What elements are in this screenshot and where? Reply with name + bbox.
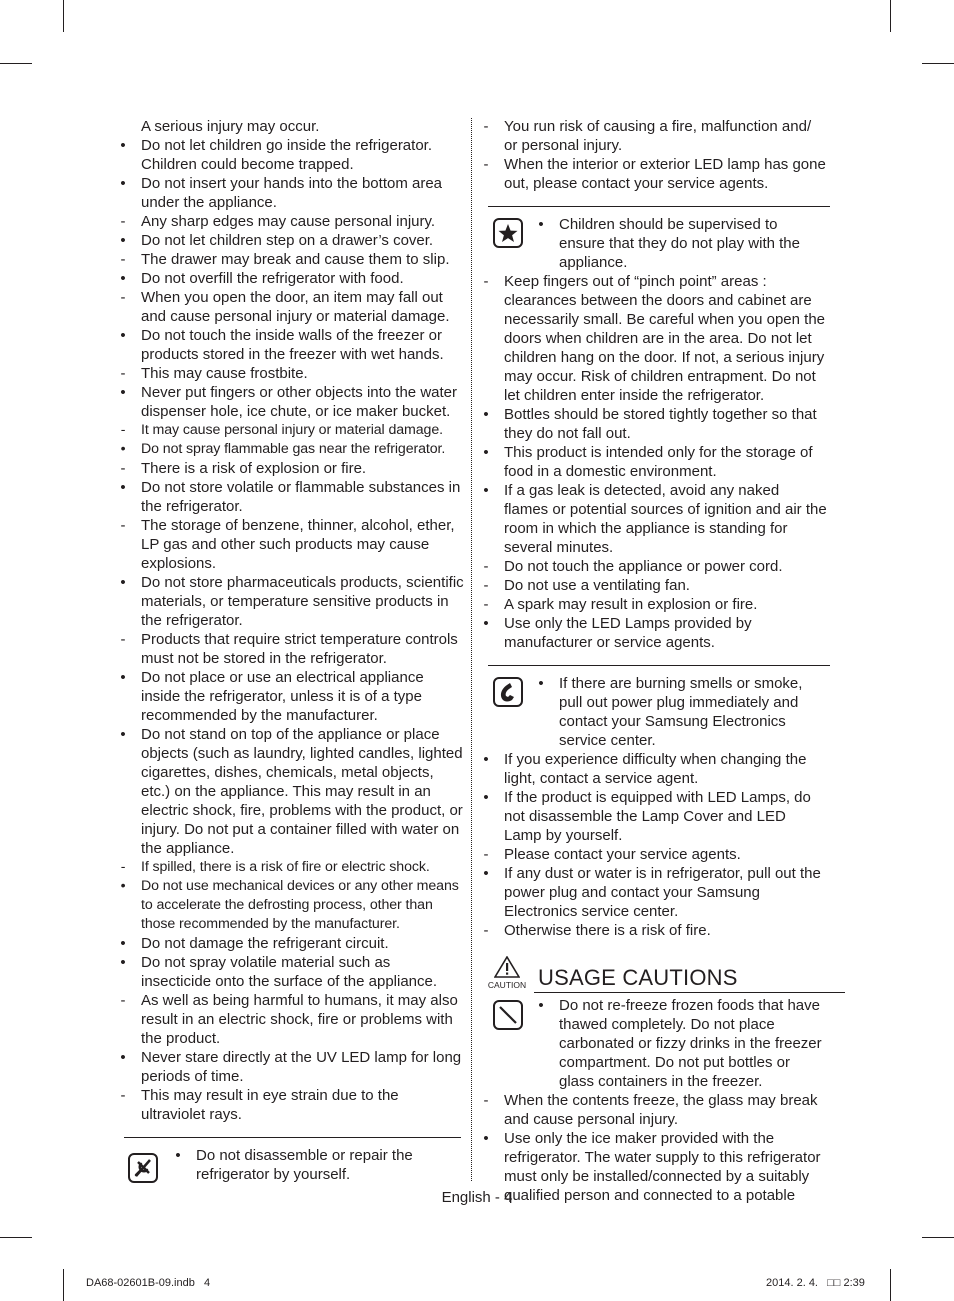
- dash-marker: -: [120, 859, 126, 875]
- bullet-item: [116, 174, 464, 212]
- dash-marker: -: [120, 1087, 126, 1104]
- item-text: When you open the door, an item may fall out and cause personal injury or material damage.: [141, 289, 450, 325]
- crop-mark: [890, 0, 891, 32]
- print-date: 2014. 2. 4. □□ 2:39: [766, 1277, 865, 1289]
- item-text: Do not stand on top of the appliance or place objects (such as laundry, lighted candles, lighted cigarettes, dishes, chemicals, metal objects, etc.) on the appliance. This may result in an electric shock, fire, problems with the product, or injury. Do not put a container filled with water on the appliance.: [141, 726, 463, 857]
- dash-item: [116, 364, 464, 383]
- bullet-marker: •: [120, 441, 126, 457]
- item-text: This may result in eye strain due to the ultraviolet rays.: [141, 1087, 399, 1123]
- item-text: You run risk of causing a fire, malfunction and/ or personal injury.: [504, 118, 812, 154]
- bullet-item: [479, 788, 827, 845]
- item-text: If a gas leak is detected, avoid any naked flames or potential sources of ignition and air the room in which the appliance is standing for several minutes.: [504, 482, 827, 556]
- dash-marker: -: [483, 273, 489, 290]
- usage-first-item: [534, 996, 827, 1091]
- dash-marker: -: [120, 992, 126, 1009]
- item-text: Keep fingers out of “pinch point” areas : clearances between the doors and cabinet are necessarily small. Be careful when you open the doors when children are in the area. Do not let children hang on the door. If not, a serious injury may occur. Risk of children entrapment. Do not let children enter inside the refrigerator.: [504, 273, 826, 404]
- bullet-item: [116, 231, 464, 250]
- item-text: Do not spray flammable gas near the refrigerator.: [141, 441, 446, 457]
- item-text: Do not store volatile or flammable substances in the refrigerator.: [141, 479, 461, 515]
- bullet-marker: •: [483, 406, 489, 423]
- bullet-item: [116, 668, 464, 725]
- bullet-item: [116, 953, 464, 991]
- item-text: Do not disassemble or repair the refrigerator by yourself.: [196, 1147, 413, 1183]
- dash-item: [116, 288, 464, 326]
- section-rule: [124, 1137, 461, 1138]
- item-text: Do not overfill the refrigerator with food.: [141, 270, 404, 287]
- item-text: Use only the LED Lamps provided by manufacturer or service agents.: [504, 615, 752, 651]
- dash-item: [116, 421, 464, 440]
- bullet-item: [116, 478, 464, 516]
- dash-marker: -: [120, 289, 126, 306]
- dash-marker: -: [483, 1092, 489, 1109]
- bullet-marker: •: [120, 175, 126, 192]
- right-column: [479, 117, 827, 1205]
- crop-mark: [63, 1269, 64, 1301]
- prohibited-box: [479, 996, 827, 1091]
- bullet-marker: •: [120, 878, 126, 894]
- dash-marker: -: [120, 517, 126, 534]
- item-text: Never stare directly at the UV LED lamp for long periods of time.: [141, 1049, 462, 1085]
- contact-service-list: [479, 750, 827, 940]
- bullet-marker: •: [483, 1130, 489, 1147]
- bullet-marker: •: [120, 935, 126, 952]
- dash-item: [479, 1091, 827, 1129]
- item-text: Never put fingers or other objects into the water dispenser hole, ice chute, or ice maker bucket.: [141, 384, 457, 420]
- bullet-marker: •: [483, 865, 489, 882]
- item-text: Do not store pharmaceuticals products, scientific materials, or temperature sensitive products in the refrigerator.: [141, 574, 464, 629]
- dash-marker: -: [483, 922, 489, 939]
- section-rule: [488, 665, 830, 666]
- item-text: Do not touch the appliance or power cord.: [504, 558, 783, 575]
- bullet-marker: •: [120, 574, 126, 591]
- item-text: A spark may result in explosion or fire.: [504, 596, 758, 613]
- crop-mark: [0, 1237, 32, 1238]
- item-text: If the product is equipped with LED Lamps, do not disassemble the Lamp Cover and LED Lamp by yourself.: [504, 789, 811, 844]
- important-first-item: [534, 215, 827, 272]
- no-disassembly-icon: [128, 1153, 158, 1183]
- item-text: Otherwise there is a risk of fire.: [504, 922, 711, 939]
- bullet-item: [479, 405, 827, 443]
- bullet-marker: •: [120, 232, 126, 249]
- important-box: [479, 215, 827, 272]
- bullet-item: [479, 614, 827, 652]
- bullet-item: [116, 573, 464, 630]
- bullet-marker: •: [120, 137, 126, 154]
- item-text: Do not use a ventilating fan.: [504, 577, 690, 594]
- dash-item: [116, 630, 464, 668]
- dash-marker: -: [483, 118, 489, 135]
- item-text: It may cause personal injury or material damage.: [141, 422, 443, 438]
- bullet-marker: •: [483, 444, 489, 461]
- item-text: This product is intended only for the storage of food in a domestic environment.: [504, 444, 813, 480]
- dash-marker: -: [483, 577, 489, 594]
- no-disassembly-box: [116, 1146, 464, 1184]
- item-text: Any sharp edges may cause personal injury.: [141, 213, 436, 230]
- item-text: Use only the ice maker provided with the refrigerator. The water supply to this refrigerator must only be installed/connected by a suitably qualified person and connected to a potable: [504, 1130, 821, 1204]
- bullet-marker: •: [120, 669, 126, 686]
- crop-mark: [922, 1237, 954, 1238]
- dash-marker: -: [120, 460, 126, 477]
- bullet-item: [171, 1146, 464, 1184]
- bullet-marker: •: [120, 384, 126, 401]
- warning-list: [116, 117, 464, 1124]
- item-text: The storage of benzene, thinner, alcohol, ether, LP gas and other such products may cause explosions.: [141, 517, 455, 572]
- no-disassembly-list: [171, 1146, 464, 1184]
- contact-service-phone-icon: [493, 677, 523, 707]
- column-divider: [471, 118, 472, 1181]
- item-text: Bottles should be stored tightly together so that they do not fall out.: [504, 406, 817, 442]
- important-star-icon: [493, 218, 523, 248]
- usage-cautions-header: [479, 956, 827, 990]
- item-text: If spilled, there is a risk of fire or electric shock.: [141, 859, 430, 875]
- bullet-item: [116, 725, 464, 858]
- item-text: Do not spray volatile material such as insecticide onto the surface of the appliance.: [141, 954, 438, 990]
- contact-service-first-item: [534, 674, 827, 750]
- bullet-marker: •: [538, 216, 544, 233]
- dash-item: [116, 858, 464, 877]
- bullet-marker: •: [175, 1147, 181, 1164]
- bullet-item: [479, 443, 827, 481]
- item-text: Do not damage the refrigerant circuit.: [141, 935, 389, 952]
- caution-triangle-icon: [485, 956, 529, 990]
- dash-item: [479, 155, 827, 193]
- item-text: Do not re-freeze frozen foods that have thawed completely. Do not place carbonated or fizzy drinks in the freezer compartment. Do not put bottles or glass containers in the freezer.: [559, 997, 822, 1090]
- bullet-marker: •: [120, 270, 126, 287]
- dash-item: [116, 991, 464, 1048]
- item-text: Do not insert your hands into the bottom area under the appliance.: [141, 175, 443, 211]
- item-text: Do not touch the inside walls of the freezer or products stored in the freezer with wet hands.: [141, 327, 444, 363]
- item-text: Children should be supervised to ensure that they do not play with the appliance.: [559, 216, 800, 271]
- dash-marker: -: [120, 213, 126, 230]
- warning-list-continued: [479, 117, 827, 193]
- bullet-marker: •: [120, 1049, 126, 1066]
- bullet-item: [116, 136, 464, 174]
- important-list: [479, 272, 827, 652]
- dash-item: [479, 921, 827, 940]
- bullet-item: [534, 996, 827, 1091]
- item-text: If you experience difficulty when changing the light, contact a service agent.: [504, 751, 807, 787]
- dash-item: [116, 459, 464, 478]
- dash-item: [479, 117, 827, 155]
- print-file-name: DA68-02601B-09.indb 4: [86, 1277, 211, 1289]
- bullet-marker: •: [483, 482, 489, 499]
- item-text: When the interior or exterior LED lamp has gone out, please contact your service agents.: [504, 156, 826, 192]
- bullet-item: [116, 269, 464, 288]
- dash-item: [479, 557, 827, 576]
- item-text: Do not place or use an electrical appliance inside the refrigerator, unless it is of a type recommended by the manufacturer.: [141, 669, 424, 724]
- bullet-marker: •: [120, 954, 126, 971]
- item-text: If there are burning smells or smoke, pull out power plug immediately and contact your Samsung Electronics service center.: [559, 675, 803, 749]
- item-text: This may cause frostbite.: [141, 365, 308, 382]
- bullet-item: [534, 215, 827, 272]
- left-column: [116, 117, 464, 1184]
- dash-marker: -: [483, 558, 489, 575]
- section-title: USAGE CAUTIONS: [538, 965, 738, 990]
- section-rule: [534, 992, 845, 993]
- item-text: If any dust or water is in refrigerator, pull out the power plug and contact your Samsung Electronics service center.: [504, 865, 821, 920]
- bullet-marker: •: [120, 327, 126, 344]
- bullet-item: [479, 750, 827, 788]
- caution-label: CAUTION: [487, 980, 527, 990]
- item-text: Do not let children go inside the refrigerator. Children could become trapped.: [141, 137, 432, 173]
- bullet-marker: •: [120, 479, 126, 496]
- bullet-item: [534, 674, 827, 750]
- item-text: The drawer may break and cause them to slip.: [141, 251, 450, 268]
- bullet-marker: •: [538, 675, 544, 692]
- usage-list: [479, 1091, 827, 1205]
- bullet-item: [116, 326, 464, 364]
- bullet-item: [116, 877, 464, 934]
- dash-marker: -: [120, 251, 126, 268]
- crop-mark: [922, 63, 954, 64]
- bullet-item: [116, 383, 464, 421]
- bullet-item: [479, 864, 827, 921]
- bullet-marker: •: [483, 789, 489, 806]
- page-number: English - 4: [441, 1189, 513, 1206]
- continued-text: [116, 117, 464, 136]
- item-text: There is a risk of explosion or fire.: [141, 460, 367, 477]
- item-text: When the contents freeze, the glass may break and cause personal injury.: [504, 1092, 818, 1128]
- bullet-marker: •: [483, 615, 489, 632]
- dash-marker: -: [120, 631, 126, 648]
- bullet-marker: •: [538, 997, 544, 1014]
- dash-marker: -: [120, 365, 126, 382]
- prohibited-icon: [493, 1000, 523, 1030]
- item-text: Do not let children step on a drawer’s cover.: [141, 232, 434, 249]
- dash-marker: -: [483, 846, 489, 863]
- item-text: Please contact your service agents.: [504, 846, 741, 863]
- dash-marker: -: [483, 596, 489, 613]
- item-text: Do not use mechanical devices or any other means to accelerate the defrosting process, other than those recommended by the manufacturer.: [141, 878, 459, 932]
- crop-mark: [63, 0, 64, 32]
- dash-marker: -: [483, 156, 489, 173]
- dash-item: [479, 595, 827, 614]
- section-rule: [488, 206, 830, 207]
- bullet-item: [479, 481, 827, 557]
- bullet-item: [116, 1048, 464, 1086]
- bullet-marker: •: [120, 726, 126, 743]
- dash-item: [116, 212, 464, 231]
- dash-item: [479, 845, 827, 864]
- item-text: Products that require strict temperature controls must not be stored in the refrigerator.: [141, 631, 458, 667]
- crop-mark: [0, 63, 32, 64]
- item-text: As well as being harmful to humans, it may also result in an electric shock, fire or problems with the product.: [141, 992, 458, 1047]
- contact-service-box: [479, 674, 827, 750]
- item-text: A serious injury may occur.: [141, 118, 320, 135]
- dash-marker: -: [120, 422, 126, 438]
- dash-item: [116, 250, 464, 269]
- dash-item: [116, 1086, 464, 1124]
- bullet-item: [116, 934, 464, 953]
- bullet-marker: •: [483, 751, 489, 768]
- dash-item: [479, 576, 827, 595]
- dash-item: [116, 516, 464, 573]
- bullet-item: [116, 440, 464, 459]
- crop-mark: [890, 1269, 891, 1301]
- dash-item: [479, 272, 827, 405]
